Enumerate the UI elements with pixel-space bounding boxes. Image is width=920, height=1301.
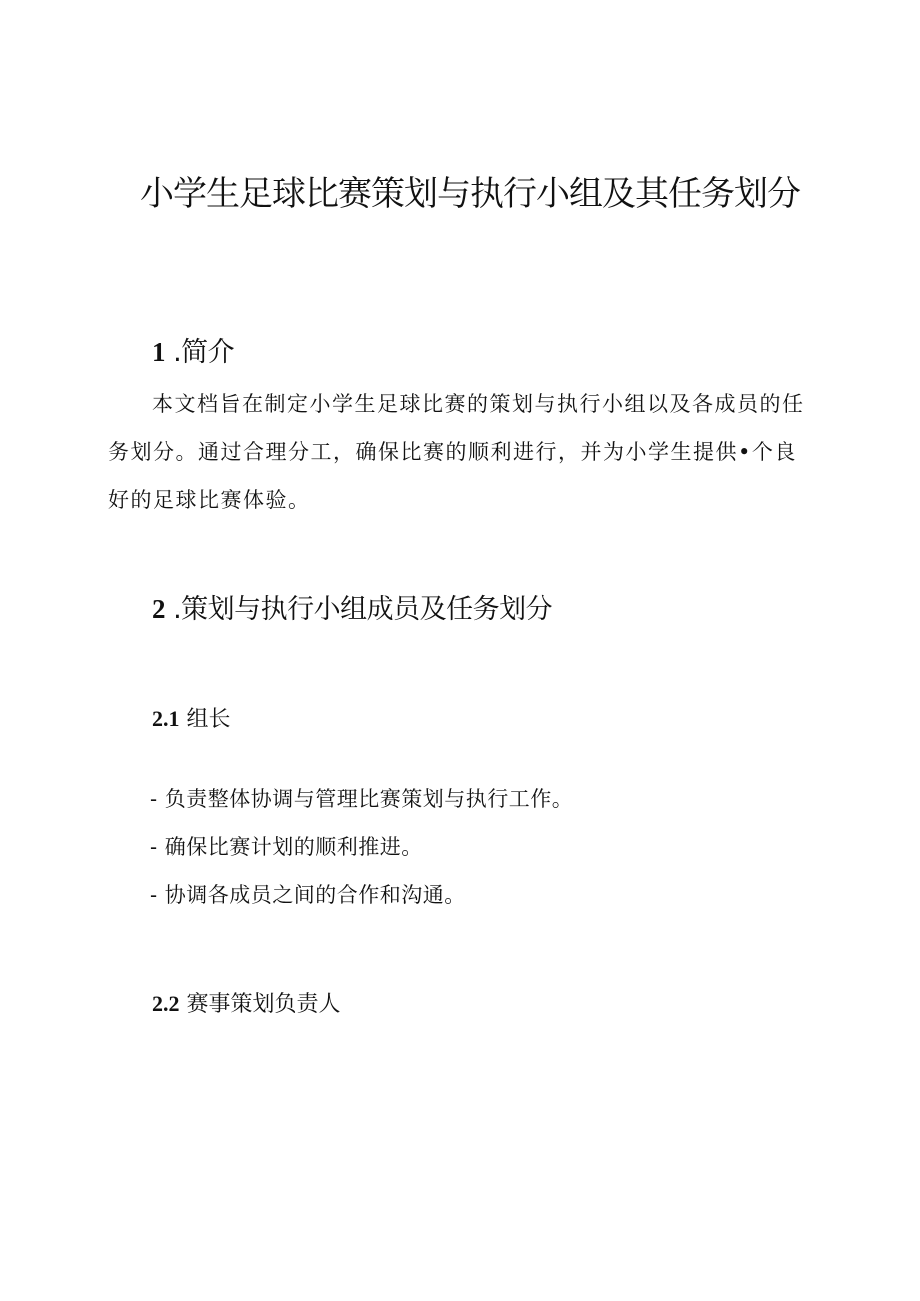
- list-item: - 协调各成员之间的合作和沟通。: [150, 883, 466, 907]
- section-1-title: .简介: [173, 337, 235, 368]
- section-2-title: .策划与执行小组成员及任务划分: [173, 594, 553, 625]
- list-item: - 确保比赛计划的顺利推进。: [150, 835, 423, 859]
- document-title: 小学生足球比赛策划与执行小组及其任务划分: [140, 174, 800, 214]
- subsection-2-2-number: 2.2: [152, 991, 180, 1016]
- subsection-2-1-title: 组长: [186, 707, 231, 732]
- section-1-heading: [152, 330, 234, 369]
- subsection-2-2-title: 赛事策划负责人: [186, 992, 341, 1017]
- subsection-2-1-heading: [152, 702, 231, 733]
- list-item: - 负责整体协调与管理比赛策划与执行工作。: [150, 787, 574, 811]
- section-2-heading: [152, 587, 552, 626]
- section-1-number: 1: [152, 337, 165, 367]
- intro-paragraph: 本文档旨在制定小学生足球比赛的策划与执行小组以及各成员的任务划分。通过合理分工，确保比赛的顺利进行，并为小学生提供•个良好的足球比赛体验。: [108, 392, 805, 512]
- team-leader-duties-list: [150, 775, 573, 919]
- subsection-2-1-number: 2.1: [152, 706, 180, 731]
- section-2-number: 2: [152, 594, 165, 624]
- subsection-2-2-heading: [152, 987, 341, 1018]
